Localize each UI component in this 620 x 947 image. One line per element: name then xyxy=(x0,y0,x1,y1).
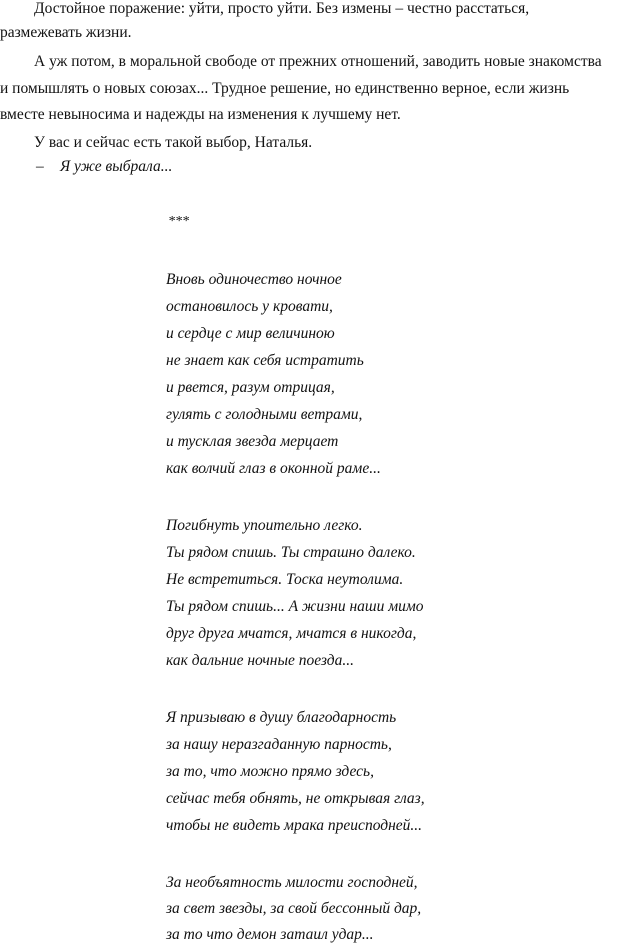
poem-line: остановилось у кровати, xyxy=(166,298,333,315)
dialog-line xyxy=(36,158,172,176)
poem-line: как дальние ночные поезда... xyxy=(166,652,354,669)
poem-line: Ты рядом спишь. Ты страшно далеко. xyxy=(166,544,416,561)
prose-line-6: У вас и сейчас есть такой выбор, Наталья. xyxy=(34,134,313,151)
poem-line: и рвется, разум отрицая, xyxy=(166,379,335,396)
prose-line-1: Достойное поражение: уйти, просто уйти. Без измены – честно расстаться, xyxy=(34,0,530,17)
poem-line: за то, что можно прямо здесь, xyxy=(166,763,374,780)
prose-line-3: А уж потом, в моральной свободе от прежних отношений, заводить новые знакомства xyxy=(34,53,602,70)
poem-line: как волчий глаз в оконной раме... xyxy=(166,460,381,477)
poem-line: Я призываю в душу благодарность xyxy=(166,709,397,726)
dialog-dash: – xyxy=(36,158,44,175)
prose-line-5: вместе невыносима и надежды на изменения к лучшему нет. xyxy=(0,106,401,123)
poem-line: гулять с голодными ветрами, xyxy=(166,406,363,423)
dialog-speech: Я уже выбрала... xyxy=(60,158,173,175)
prose-line-4: и помышлять о новых союзах... Трудное решение, но единственно верное, если жизнь xyxy=(0,80,570,97)
section-separator: *** xyxy=(168,214,189,229)
poem-line: За необъятность милости господней, xyxy=(166,874,418,891)
poem-line: друг друга мчатся, мчатся в никогда, xyxy=(166,625,417,642)
poem-line: и тусклая звезда мерцает xyxy=(166,433,339,450)
poem-line: за нашу неразгаданную парность, xyxy=(166,736,392,753)
poem-line: за свет звезды, за свой бессонный дар, xyxy=(166,900,422,917)
poem-line: Ты рядом спишь... А жизни наши мимо xyxy=(166,598,424,615)
poem-line: сейчас тебя обнять, не открывая глаз, xyxy=(166,790,425,807)
poem-line: Погибнуть упоительно легко. xyxy=(166,517,363,534)
poem-line: и сердце с мир величиною xyxy=(166,325,335,342)
poem-line: за то что демон затаил удар... xyxy=(166,926,374,943)
poem-line: чтобы не видеть мрака преисподней... xyxy=(166,817,423,834)
prose-line-2: размежевать жизни. xyxy=(0,24,132,41)
poem-line: Вновь одиночество ночное xyxy=(166,271,342,288)
poem-line: Не встретиться. Тоска неутолима. xyxy=(166,571,404,588)
poem-line: не знает как себя истратить xyxy=(166,352,364,369)
